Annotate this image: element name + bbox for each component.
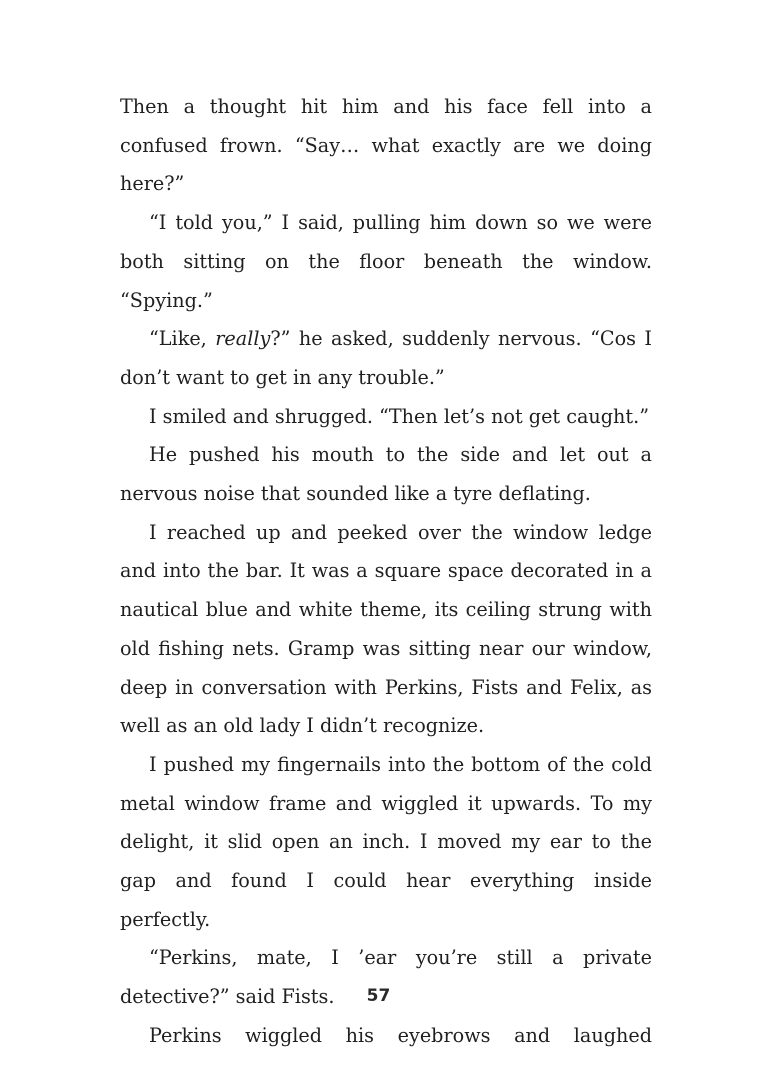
- paragraph-4: [120, 398, 652, 437]
- paragraph-segment: Perkins wiggled his eyebrows and laughed: [149, 1023, 652, 1047]
- paragraph-segment: He pushed his mouth to the side and let out a nervous noise that sounded like a tyre deflating.: [120, 443, 652, 506]
- paragraph-7: [120, 746, 652, 940]
- paragraph-6: [120, 514, 652, 746]
- paragraph-segment: I pushed my fingernails into the bottom of the cold metal window frame and wiggled it upwards. To my delight, it slid open an inch. I moved my ear to the gap and found I could hear everything inside perfectly.: [120, 752, 652, 931]
- page-number: 57: [366, 986, 391, 1006]
- paragraph-segment: Then a thought hit him and his face fell into a confused frown. “Say… what exactly are we doing here?”: [120, 95, 652, 196]
- body-text: [120, 88, 652, 1056]
- paragraph-3: [120, 320, 652, 397]
- paragraph-segment: “I told you,” I said, pulling him down so we were both sitting on the floor beneath the window. “Spying.”: [120, 211, 652, 312]
- paragraph-segment: “Like,: [149, 327, 216, 351]
- emphasis-text: really: [215, 327, 271, 351]
- paragraph-segment: “Perkins, mate, I ’ear you’re still a private detective?” said Fists.: [120, 946, 652, 1009]
- paragraph-5: [120, 436, 652, 513]
- paragraph-2: [120, 204, 652, 320]
- paragraph-9: [120, 1017, 652, 1056]
- paragraph-1: [120, 88, 652, 204]
- paragraph-segment: ?” he asked, suddenly nervous. “Cos I don’t want to get in any trouble.”: [120, 327, 653, 389]
- paragraph-segment: I reached up and peeked over the window ledge and into the bar. It was a square space decorated in a nautical blue and white theme, its ceiling strung with old fishing nets. Gramp was sitting near our window, deep in conversation with Perkins, Fists and Felix, as well as an old lady I didn’t recognize.: [120, 520, 652, 738]
- paragraph-segment: I smiled and shrugged. “Then let’s not get caught.”: [149, 404, 650, 428]
